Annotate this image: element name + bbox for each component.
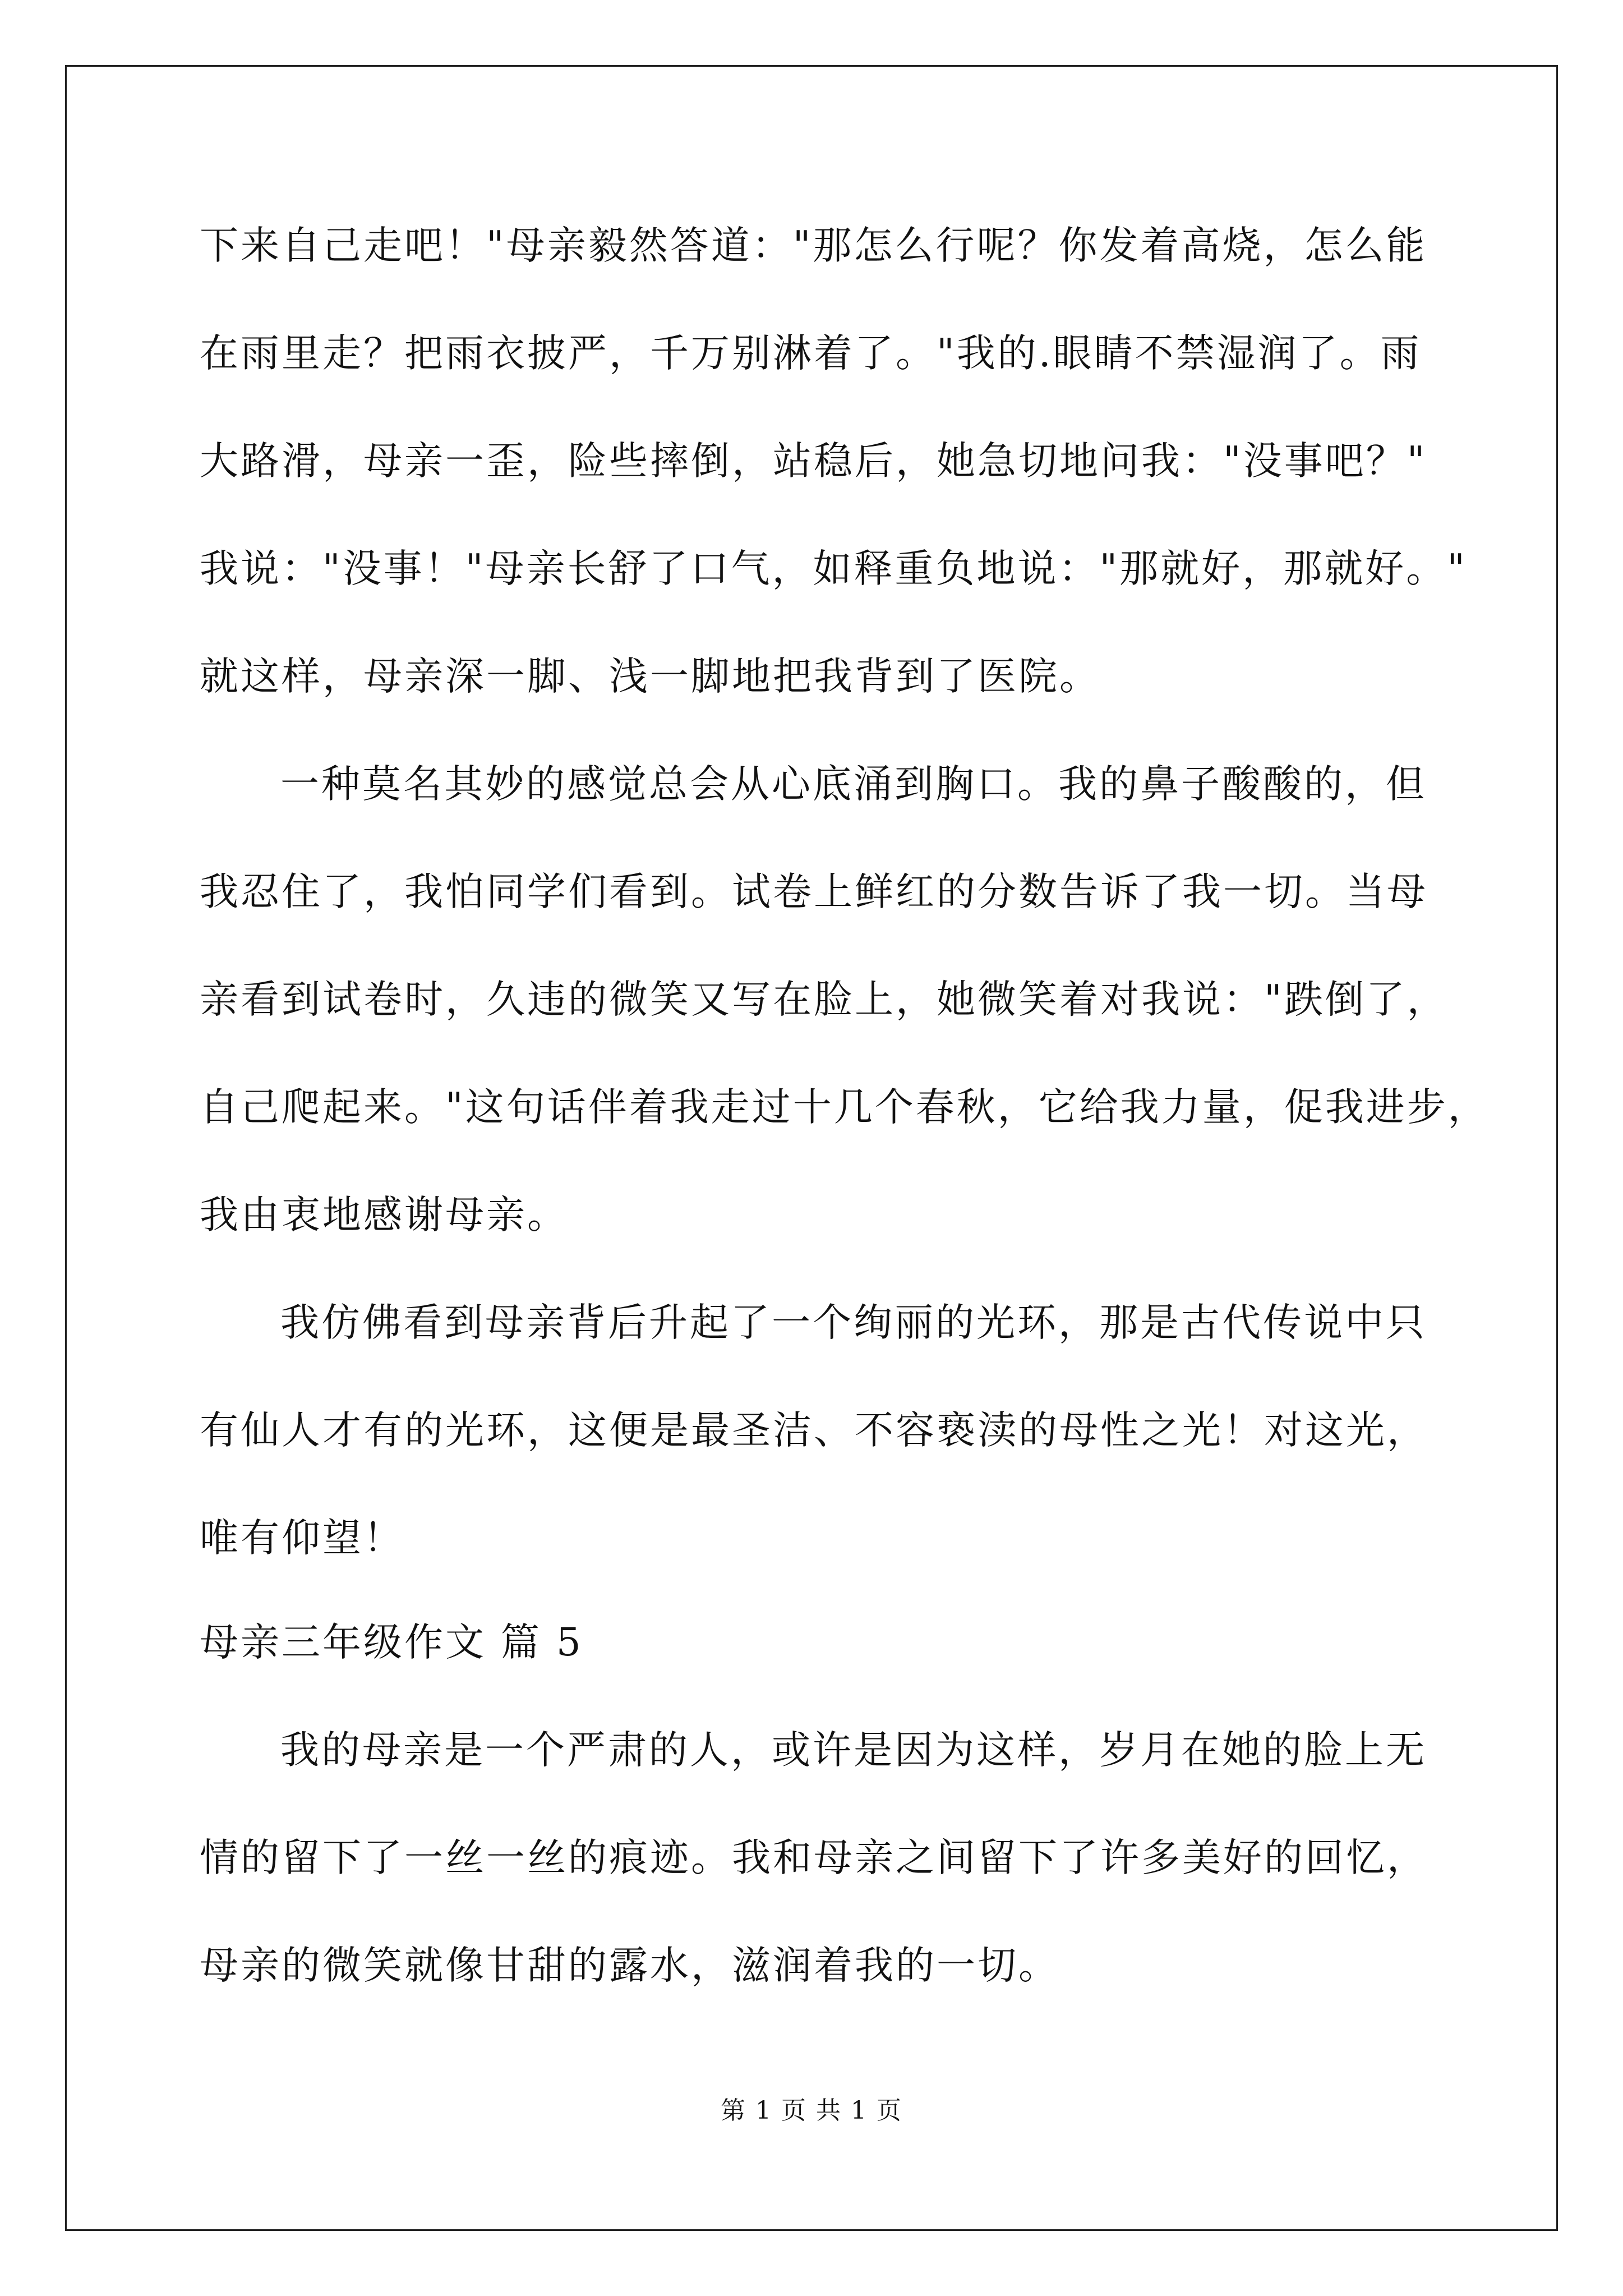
text-line: 有仙人才有的光环，这便是最圣洁、不容亵渎的母性之光！对这光， bbox=[200, 1408, 1428, 1453]
text-line: 唯有仰望！ bbox=[200, 1516, 404, 1561]
text-line: 自己爬起来。"这句话伴着我走过十几个春秋，它给我力量，促我进步， bbox=[200, 1085, 1489, 1130]
page-border bbox=[65, 65, 1558, 2231]
text-line: 情的留下了一丝一丝的痕迹。我和母亲之间留下了许多美好的回忆， bbox=[200, 1835, 1428, 1880]
text-line: 就这样，母亲深一脚、浅一脚地把我背到了医院。 bbox=[200, 654, 1100, 699]
page-footer: 第 1 页 共 1 页 bbox=[721, 2096, 902, 2125]
text-line: 下来自己走吧！"母亲毅然答道："那怎么行呢？你发着高烧，怎么能 bbox=[200, 223, 1427, 268]
text-line: 我由衷地感谢母亲。 bbox=[200, 1193, 568, 1237]
text-line: 在雨里走？把雨衣披严，千万别淋着了。"我的.眼睛不禁湿润了。雨 bbox=[200, 331, 1422, 376]
paragraph-start-line: 我的母亲是一个严肃的人，或许是因为这样，岁月在她的脸上无 bbox=[280, 1728, 1427, 1773]
paragraph-start-line: 一种莫名其妙的感觉总会从心底涌到胸口。我的鼻子酸酸的，但 bbox=[280, 762, 1427, 807]
text-line: 亲看到试卷时，久违的微笑又写在脸上，她微笑着对我说："跌倒了， bbox=[200, 977, 1448, 1022]
text-line: 我忍住了，我怕同学们看到。试卷上鲜红的分数告诉了我一切。当母 bbox=[200, 869, 1428, 914]
paragraph-start-line: 我仿佛看到母亲背后升起了一个绚丽的光环，那是古代传说中只 bbox=[280, 1300, 1427, 1345]
text-line: 我说："没事！"母亲长舒了口气，如释重负地说："那就好，那就好。" bbox=[200, 546, 1467, 591]
section-heading: 母亲三年级作文 篇 5 bbox=[200, 1620, 583, 1665]
text-line: 母亲的微笑就像甘甜的露水，滋润着我的一切。 bbox=[200, 1943, 1059, 1988]
text-line: 大路滑，母亲一歪，险些摔倒，站稳后，她急切地问我："没事吧？" bbox=[200, 439, 1427, 484]
